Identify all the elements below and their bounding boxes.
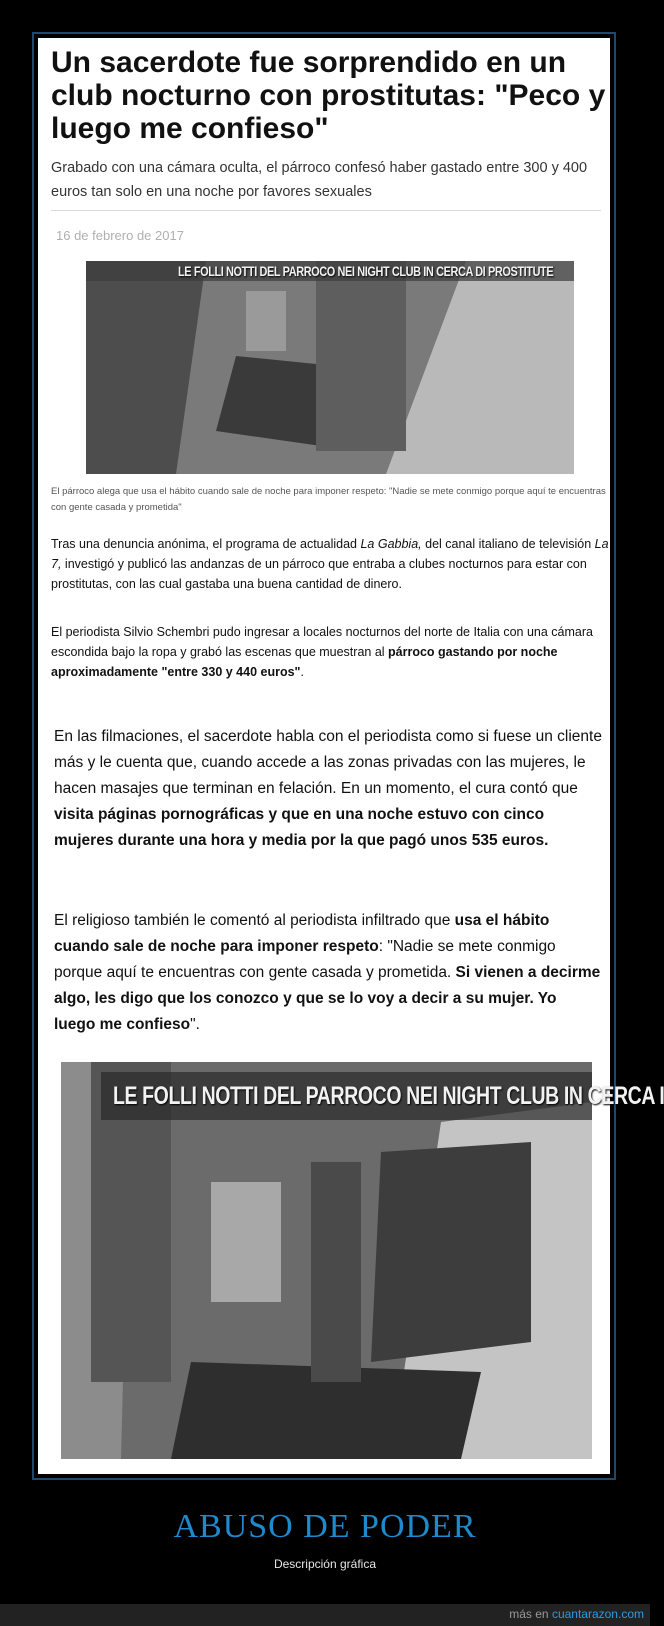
post-frame — [32, 32, 664, 1480]
hidden-camera-photo-2 — [61, 1062, 664, 1459]
photo-2-scene — [61, 1062, 592, 1459]
hidden-camera-photo-1 — [86, 261, 574, 474]
paragraph-1-text-e: investigó y publicó las andanzas de un párroco que entraba a clubes nocturnos para estar con prostitutas, con las cual gastaba una buena cantidad de dinero. — [51, 557, 587, 591]
paragraph-2-text-a: El periodista Silvio Schembri pudo ingresar a locales nocturnos del norte de Italia con una cámara escondida bajo la ropa y grabó las escenas que muestran al — [51, 625, 593, 659]
paragraph-4-text-a: El religioso también le comentó al periodista infiltrado que — [54, 912, 455, 929]
paragraph-3 — [54, 724, 602, 854]
paragraph-4-text-c: : "Nadie se mete conmigo porque aquí te encuentras con gente casada y prometida. — [54, 938, 556, 981]
paragraph-1-text-c: del canal italiano de televisión — [421, 537, 595, 551]
photo-1-scene — [86, 261, 574, 474]
paragraph-1 — [51, 534, 616, 594]
paragraph-1-text-a: Tras una denuncia anónima, el programa de actualidad — [51, 537, 361, 551]
photo-1-overlay-text: LE FOLLI NOTTI DEL PARROCO NEI NIGHT CLUB IN CERCA DI PROSTITUTE — [178, 263, 554, 279]
paragraph-4-bold-b: usa el hábito cuando sale de noche para imponer respeto — [54, 912, 550, 955]
channel-name: La 7, — [51, 537, 609, 571]
paragraph-4-text-e: ". — [190, 1016, 200, 1033]
paragraph-2 — [51, 622, 616, 682]
photo-2-overlay-text: LE FOLLI NOTTI DEL PARROCO NEI NIGHT CLUB IN CERCA I — [113, 1082, 664, 1110]
photo-caption: El párroco alega que usa el hábito cuando sale de noche para imponer respeto: "Nadie se mete conmigo porque aquí te encuentras con gente casada y prometida" — [51, 486, 606, 513]
paragraph-2-text-c: . — [300, 665, 304, 679]
site-link[interactable]: cuantarazon.com — [551, 1607, 644, 1621]
post-description: Descripción gráfica — [273, 1557, 377, 1571]
paragraph-2-bold: párroco gastando por noche aproximadamente "entre 330 y 440 euros" — [51, 645, 558, 679]
divider — [51, 210, 601, 211]
bottom-bar — [0, 1604, 650, 1626]
paragraph-4-bold-d: Si vienen a decirme algo, les digo que los conozco y que se lo voy a decir a su mujer. Yo luego me confieso — [54, 964, 601, 1033]
article-card — [38, 38, 664, 1474]
article-subheadline: Grabado con una cámara oculta, el párroco confesó haber gastado entre 300 y 400 euros tan solo en una noche por favores sexuales — [51, 160, 588, 200]
credit-prefix: más en — [509, 1607, 552, 1621]
post-title[interactable]: ABUSO DE PODER — [173, 1508, 477, 1545]
paragraph-3-text-a: En las filmaciones, el sacerdote habla con el periodista como si fuese un cliente más y le cuenta que, cuando accede a las zonas privadas con las mujeres, le hacen masajes que terminan en felación. En un momento, el cura contó que — [54, 728, 602, 797]
paragraph-4 — [54, 908, 602, 1038]
paragraph-3-bold: visita páginas pornográficas y que en una noche estuvo con cinco mujeres durante una hora y media por la que pagó unos 535 euros. — [54, 806, 549, 849]
program-name: La Gabbia, — [360, 537, 422, 551]
article-headline: Un sacerdote fue sorprendido en un club nocturno con prostitutas: "Peco y luego me confieso" — [51, 46, 606, 145]
site-credit — [509, 1607, 644, 1621]
article-date: 16 de febrero de 2017 — [56, 228, 184, 243]
